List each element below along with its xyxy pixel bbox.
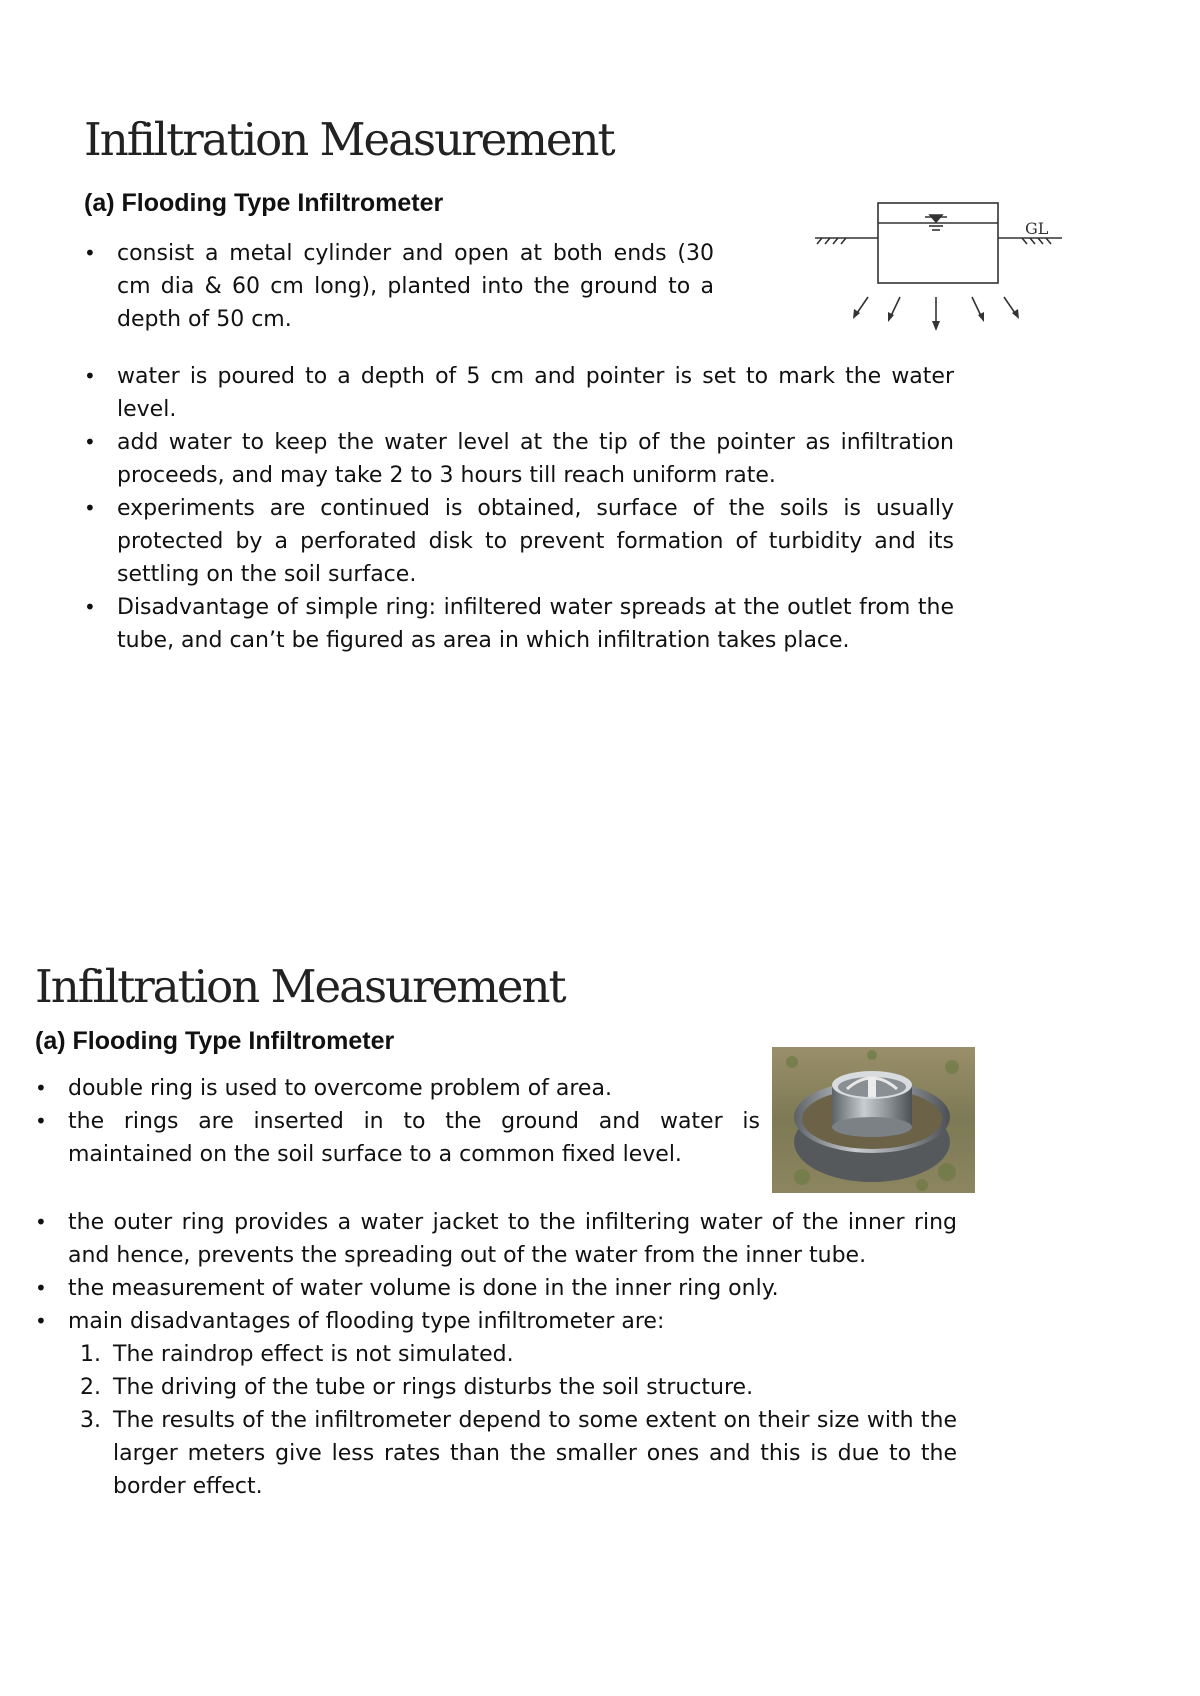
bullet-icon: • (35, 1210, 47, 1234)
bullet-icon: • (35, 1309, 47, 1333)
list-item: 3. The results of the infiltrometer depend to some extent on their size with the larger meters give less rates than the smaller ones and this is due to the border effect. (80, 1408, 957, 1499)
list-item: • the rings are inserted in to the ground and water is maintained on the soil surface to a common fixed level. (35, 1105, 760, 1171)
double-ring-photo (772, 1047, 975, 1193)
list-item: • consist a metal cylinder and open at both ends (30 cm dia & 60 cm long), planted into the ground to a depth of 50 cm. (84, 237, 714, 336)
list-item: • experiments are continued is obtained, surface of the soils is usually protected by a perforated disk to prevent formation of turbidity and its settling on the soil surface. (84, 492, 954, 591)
list-item: • the measurement of water volume is done in the inner ring only. (35, 1272, 957, 1305)
slide-title: Infiltration Measurement (35, 960, 565, 1013)
list-item: • main disadvantages of flooding type infiltrometer are: 1. The raindrop effect is not simulated. 2. The driving of the tube or rings disturbs the soil structure. 3. The results of the infiltrometer depend to some extent on their size with the larger meters give less rates than the smaller ones and this is due to the border effect. (35, 1305, 957, 1503)
double-ring-infiltrometer-image (772, 1047, 975, 1193)
slide-2 (0, 848, 1200, 1696)
bullet-icon: • (84, 364, 96, 388)
bullet-list-top (84, 237, 714, 336)
ground-level-label: GL (1025, 219, 1049, 238)
bullet-list (35, 1206, 957, 1503)
bullet-list (84, 360, 954, 657)
slide-subtitle: (a) Flooding Type Infiltrometer (35, 1027, 395, 1055)
bullet-icon: • (84, 496, 96, 520)
bullet-icon: • (35, 1076, 47, 1100)
infiltrometer-diagram (810, 200, 1070, 340)
list-item: • double ring is used to overcome problem of area. (35, 1072, 760, 1105)
list-item: 1. The raindrop effect is not simulated. (80, 1342, 514, 1367)
infiltrometer-diagram-icon (810, 200, 1070, 340)
list-item: • water is poured to a depth of 5 cm and pointer is set to mark the water level. (84, 360, 954, 426)
bullet-list-top (35, 1072, 760, 1171)
bullet-icon: • (84, 595, 96, 619)
list-item: 2. The driving of the tube or rings disturbs the soil structure. (80, 1375, 754, 1400)
slide-subtitle: (a) Flooding Type Infiltrometer (84, 189, 444, 217)
list-item: • Disadvantage of simple ring: infiltered water spreads at the outlet from the tube, and can’t be figured as area in which infiltration takes place. (84, 591, 954, 657)
slide-title: Infiltration Measurement (84, 113, 614, 166)
list-item: • add water to keep the water level at the tip of the pointer as infiltration proceeds, and may take 2 to 3 hours till reach uniform rate. (84, 426, 954, 492)
bullet-icon: • (84, 430, 96, 454)
numbered-list (68, 1338, 957, 1503)
bullet-icon: • (35, 1109, 47, 1133)
bullet-icon: • (35, 1276, 47, 1300)
bullet-icon: • (84, 241, 96, 265)
list-item: • the outer ring provides a water jacket to the infiltering water of the inner ring and hence, prevents the spreading out of the water from the inner tube. (35, 1206, 957, 1272)
